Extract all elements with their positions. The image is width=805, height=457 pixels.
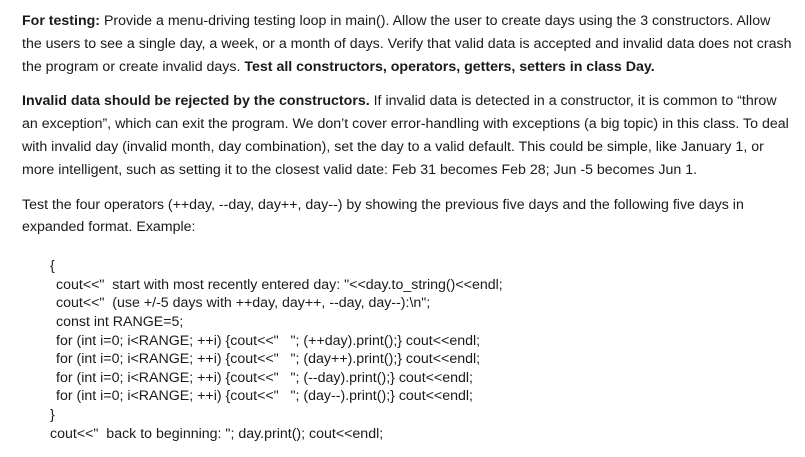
code-line: cout<<" (use +/-5 days with ++day, day++, --day, day--):\n"; <box>56 295 431 312</box>
code-example <box>22 257 792 443</box>
invalid-data-paragraph <box>22 90 792 181</box>
code-line: { <box>50 258 55 275</box>
code-line: const int RANGE=5; <box>56 313 184 330</box>
document-body <box>22 10 792 443</box>
testing-text: Provide a menu-driving testing loop in main(). Allow the user to create days using the 3 constructors. Allow the users to see a single day, a week, or a month of days. Verify that valid data is accepted and invalid data does not crash the program or create invalid days. <box>22 13 792 75</box>
testing-emphasis: Test all constructors, operators, getters, setters in class Day. <box>244 58 655 75</box>
code-line: cout<<" back to beginning: "; day.print(); cout<<endl; <box>50 425 384 442</box>
invalid-data-text: If invalid data is detected in a constructor, it is common to “throw an exception”, which can exit the program. We don’t cover error-handling with exceptions (a big topic) in this class. To deal with invalid day (invalid month, day combination), set the day to a valid default. This could be simple, like January 1, or more intelligent, such as setting it to the closest valid date: Feb 31 becomes Feb 28; Jun -5 becomes Jun 1. <box>22 93 789 178</box>
invalid-data-heading: Invalid data should be rejected by the constructors. <box>22 93 370 110</box>
code-line: for (int i=0; i<RANGE; ++i) {cout<<" "; (day++).print();} cout<<endl; <box>56 351 481 368</box>
code-line: for (int i=0; i<RANGE; ++i) {cout<<" "; (++day).print();} cout<<endl; <box>56 332 481 349</box>
code-line: } <box>50 406 55 423</box>
testing-heading: For testing: <box>22 13 101 29</box>
operators-paragraph <box>22 194 792 240</box>
code-line: for (int i=0; i<RANGE; ++i) {cout<<" "; (day--).print();} cout<<endl; <box>56 388 473 405</box>
code-line: cout<<" start with most recently entered day: "<<day.to_string()<<endl; <box>56 276 503 293</box>
code-line: for (int i=0; i<RANGE; ++i) {cout<<" "; (--day).print();} cout<<endl; <box>56 369 473 386</box>
operators-text: Test the four operators (++day, --day, day++, day--) by showing the previous five days and the following five days in expanded format. Example: <box>22 196 744 236</box>
testing-paragraph <box>22 10 792 78</box>
